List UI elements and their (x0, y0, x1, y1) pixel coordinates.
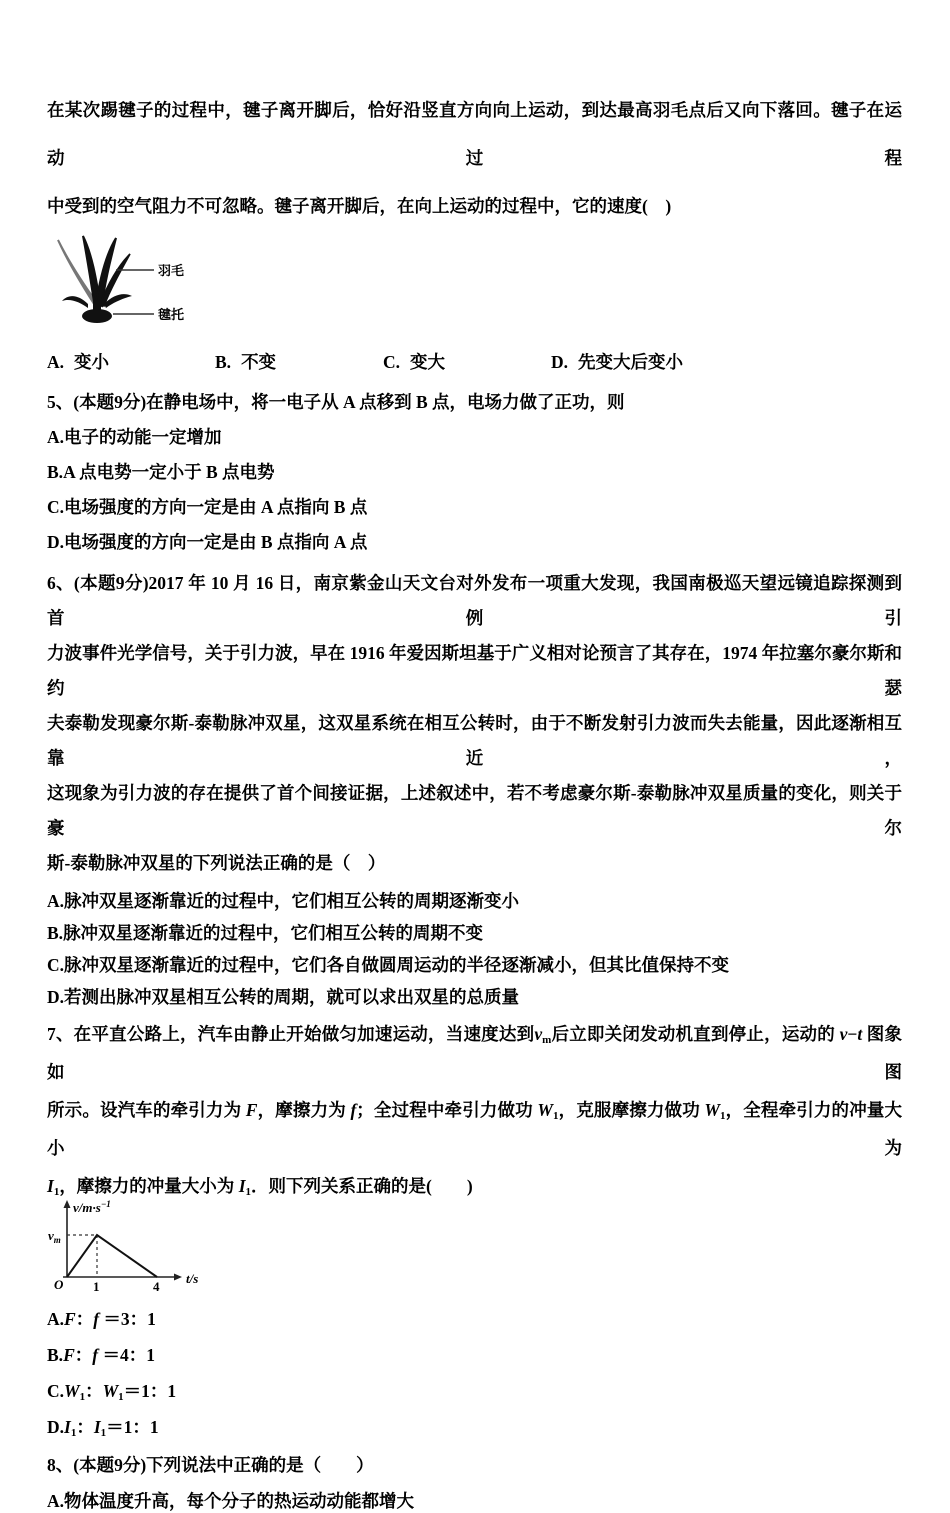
option-text: 变大 (410, 352, 446, 372)
option-text: 电场强度的方向一定是由 A 点指向 B 点 (64, 497, 368, 517)
option-text: 脉冲双星逐渐靠近的过程中，它们相互公转的周期不变 (63, 923, 484, 943)
option-text: F：f ＝3：1 (64, 1309, 156, 1329)
q6-stem-line-4: 这现象为引力波的存在提供了首个间接证据，上述叙述中，若不考虑豪尔斯-泰勒脉冲双星质量的变化，则关于豪尔 (47, 783, 902, 838)
q4-option-c (383, 350, 551, 374)
option-text: 若测出脉冲双星相互公转的周期，就可以求出双星的总质量 (64, 987, 520, 1007)
option-key: C. (47, 1381, 65, 1401)
vt-graph (47, 1197, 247, 1295)
velocity-line (67, 1235, 157, 1277)
q7-stem (47, 1015, 902, 1205)
q7-options (47, 1307, 902, 1439)
option-text: $W_1$：$W_1=1$：1 (64, 1381, 177, 1403)
q7-stem-line-2: 所示。设汽车的牵引力为 F，摩擦力为 f；全过程中牵引力做功 $W_1$，克服摩擦力做功 $W_1$，全程牵引力的冲量大小为 (47, 1100, 903, 1158)
q6-stem-line-2: 力波事件光学信号，关于引力波，早在 1916 年爱因斯坦基于广义相对论预言了其存在，1974 年拉塞尔豪尔斯和约瑟 (47, 643, 902, 698)
option-key: B. (215, 352, 232, 372)
q6-stem-line-1: 6、(本题9分)2017 年 10 月 16 日，南京紫金山天文台对外发布一项重大发现，我国南极巡天望远镜追踪探测到首例引 (47, 573, 902, 628)
option-key: C. (47, 497, 65, 517)
option-text: 电子的动能一定增加 (64, 427, 222, 447)
q4-option-a (47, 350, 215, 374)
option-key: A. (47, 427, 65, 447)
option-text: $I_1$：$I_1=1$：1 (64, 1417, 159, 1439)
q5-option-d (47, 530, 902, 554)
option-text: 物体温度升高，每个分子的热运动动能都增大 (64, 1491, 415, 1511)
option-key: D. (551, 352, 569, 372)
vm-label: $v_m$ (48, 1228, 61, 1245)
option-text: 脉冲双星逐渐靠近的过程中，它们各自做圆周运动的半径逐渐减小，但其比值保持不变 (64, 955, 730, 975)
q7-option-d (47, 1415, 902, 1439)
q6-option-b (47, 921, 902, 945)
jianzi-figure (50, 234, 220, 331)
option-key: C. (47, 955, 65, 975)
option-text: F：f ＝4：1 (63, 1345, 155, 1365)
option-key: A. (47, 352, 65, 372)
q8-options (47, 1489, 902, 1513)
q6-stem-line-5: 斯-泰勒脉冲双星的下列说法正确的是（ ） (47, 853, 386, 873)
option-text: 变小 (74, 352, 110, 372)
x-axis-label: t/s (186, 1271, 199, 1286)
option-key: D. (47, 532, 65, 552)
q7-stem-line-3: $I_1$，摩擦力的冲量大小为 $I_1$．则下列关系正确的是( ) (47, 1176, 473, 1198)
shuttlecock-icon (58, 236, 132, 323)
q5-option-b (47, 460, 902, 484)
option-key: B. (47, 1345, 64, 1365)
q5-options (47, 425, 902, 554)
option-text: A 点电势一定小于 B 点电势 (63, 462, 275, 482)
option-key: A. (47, 1491, 65, 1511)
q5-option-a (47, 425, 902, 449)
q6-stem (47, 566, 902, 881)
option-key: A. (47, 891, 65, 911)
option-text: 先变大后变小 (578, 352, 684, 372)
q7-option-a (47, 1307, 902, 1331)
option-key: C. (383, 352, 401, 372)
origin-label: O (54, 1277, 64, 1292)
q4-options (47, 350, 902, 374)
q7-option-b (47, 1343, 902, 1367)
q7-stem-line-1: 7、在平直公路上，汽车由静止开始做匀加速运动，当速度达到$v_m$后立即关闭发动机直到停止，运动的 v−t 图象如图 (47, 1024, 903, 1082)
y-axis-label: $v/m\cdot s^{-1}$ (73, 1199, 111, 1215)
option-text: 不变 (241, 352, 277, 372)
tick-label-1: 1 (93, 1279, 100, 1294)
q4-stem-line-2: 中受到的空气阻力不可忽略。毽子离开脚后，在向上运动的过程中，它的速度( ) (47, 196, 672, 216)
q4-stem (47, 86, 902, 230)
tick-label-4: 4 (153, 1279, 160, 1294)
feather-label: 羽毛 (158, 263, 185, 278)
q6-options (47, 889, 902, 1009)
q6-option-c (47, 953, 902, 977)
option-text: 脉冲双星逐渐靠近的过程中，它们相互公转的周期逐渐变小 (64, 891, 520, 911)
option-text: 电场强度的方向一定是由 B 点指向 A 点 (64, 532, 368, 552)
q8-option-a (47, 1489, 902, 1513)
option-key: D. (47, 1417, 65, 1437)
q4-option-b (215, 350, 383, 374)
option-key: D. (47, 987, 65, 1007)
q6-option-a (47, 889, 902, 913)
q4-stem-line-1: 在某次踢毽子的过程中，毽子离开脚后，恰好沿竖直方向向上运动，到达最高羽毛点后又向下落回。毽子在运动过程 (47, 100, 902, 168)
option-key: B. (47, 923, 64, 943)
q8-stem: 8、(本题9分)下列说法中正确的是（ ） (47, 1455, 374, 1475)
q6-option-d (47, 985, 902, 1009)
option-key: B. (47, 462, 64, 482)
q4-option-d (551, 350, 683, 374)
q6-stem-line-3: 夫泰勒发现豪尔斯-泰勒脉冲双星，这双星系统在相互公转时，由于不断发射引力波而失去能量，因此逐渐相互靠近， (47, 713, 902, 768)
q5-stem: 5、(本题9分)在静电场中，将一电子从 A 点移到 B 点，电场力做了正功，则 (47, 392, 625, 412)
q5-option-c (47, 495, 902, 519)
q7-option-c (47, 1379, 902, 1403)
base-label: 毽托 (158, 307, 185, 322)
option-key: A. (47, 1309, 65, 1329)
x-axis-arrow (174, 1274, 182, 1281)
